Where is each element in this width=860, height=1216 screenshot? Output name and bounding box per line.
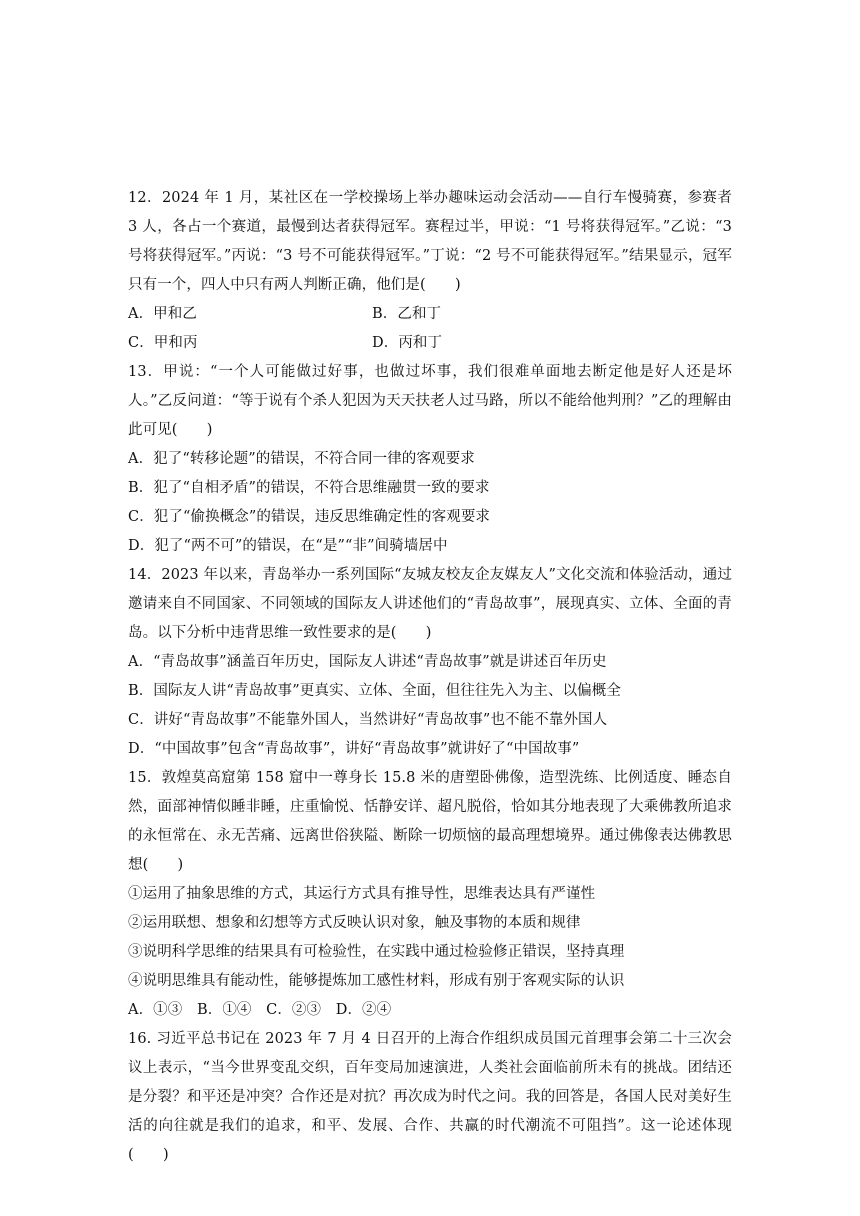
question-12-options-row-2 — [128, 329, 732, 358]
question-14-stem: 14．2023 年以来，青岛举办一系列国际“友城友校友企友媒友人”文化交流和体验活动，通过邀请来自不同国家、不同领域的国际友人讲述他们的“青岛故事”，展现真实、立体、全面的青岛。以下分析中违背思维一致性要求的是( ) — [128, 567, 732, 641]
question-15-statement-2: ②运用联想、想象和幻想等方式反映认识对象，触及事物的本质和规律 — [128, 915, 581, 931]
question-12-option-b: B．乙和丁 — [372, 306, 442, 322]
question-14-option-b: B．国际友人讲“青岛故事”更真实、立体、全面，但往往先入为主、以偏概全 — [128, 683, 621, 699]
question-12-option-d: D．丙和丁 — [372, 335, 443, 351]
question-13-option-a: A．犯了“转移论题”的错误，不符合同一律的客观要求 — [128, 451, 475, 467]
question-list — [128, 184, 732, 1170]
question-13-option-b: B．犯了“自相矛盾”的错误，不符合思维融贯一致的要求 — [128, 480, 490, 496]
question-15-statement-4: ④说明思维具有能动性，能够提炼加工感性材料，形成有别于客观实际的认识 — [128, 973, 625, 989]
question-12-option-a: A．甲和乙 — [128, 306, 197, 322]
question-14-option-c: C．讲好“青岛故事”不能靠外国人，当然讲好“青岛故事”也不能不靠外国人 — [128, 712, 608, 728]
question-13-option-c: C．犯了“偷换概念”的错误，违反思维确定性的客观要求 — [128, 509, 491, 525]
question-14-option-a: A．“青岛故事”涵盖百年历史，国际友人讲述“青岛故事”就是讲述百年历史 — [128, 654, 607, 670]
question-13-stem: 13．甲说：“一个人可能做过好事，也做过坏事，我们很难单面地去断定他是好人还是坏人。”乙反问道：“等于说有个杀人犯因为天天扶老人过马路，所以不能给他判刑？”乙的理解由此可见( ) — [128, 364, 732, 438]
question-14-option-d: D．“中国故事”包含“青岛故事”，讲好“青岛故事”就讲好了“中国故事” — [128, 741, 580, 757]
question-13-option-d: D．犯了“两不可”的错误，在“是”“非”间骑墙居中 — [128, 538, 448, 554]
question-15-statement-3: ③说明科学思维的结果具有可检验性，在实践中通过检验修正错误，坚持真理 — [128, 944, 625, 960]
question-12-option-c: C．甲和丙 — [128, 335, 198, 351]
question-12-stem: 12．2024 年 1 月，某社区在一学校操场上举办趣味运动会活动——自行车慢骑赛，参赛者 3 人，各占一个赛道，最慢到达者获得冠军。赛程过半，甲说：“1 号将获得冠军。”乙说：“3 号将获得冠军。”丙说：“3 号不可能获得冠军。”丁说：“2 号不可能获得冠军。”结果显示，冠军只有一个，四人中只有两人判断正确，他们是( ) — [128, 190, 732, 293]
question-15-statement-1: ①运用了抽象思维的方式，其运行方式具有推导性，思维表达具有严谨性 — [128, 886, 596, 902]
question-12-options-row-1 — [128, 300, 732, 329]
question-15-options: A．①③ B．①④ C．②③ D．②④ — [128, 1002, 392, 1018]
question-16-stem: 16. 习近平总书记在 2023 年 7 月 4 日召开的上海合作组织成员国元首理事会第二十三次会议上表示，“当今世界变乱交织，百年变局加速演进，人类社会面临前所未有的挑战。团结还是分裂？和平还是冲突？合作还是对抗？再次成为时代之问。我的回答是，各国人民对美好生活的向往就是我们的追求，和平、发展、合作、共赢的时代潮流不可阻挡”。这一论述体现( ) — [128, 1031, 732, 1163]
question-15-stem: 15．敦煌莫高窟第 158 窟中一尊身长 15.8 米的唐塑卧佛像，造型洗练、比例适度、睡态自然，面部神情似睡非睡，庄重愉悦、恬静安详、超凡脱俗，恰如其分地表现了大乘佛教所追求的永恒常在、永无苦痛、远离世俗狭隘、断除一切烦恼的最高理想境界。通过佛像表达佛教思想( ) — [128, 770, 732, 873]
